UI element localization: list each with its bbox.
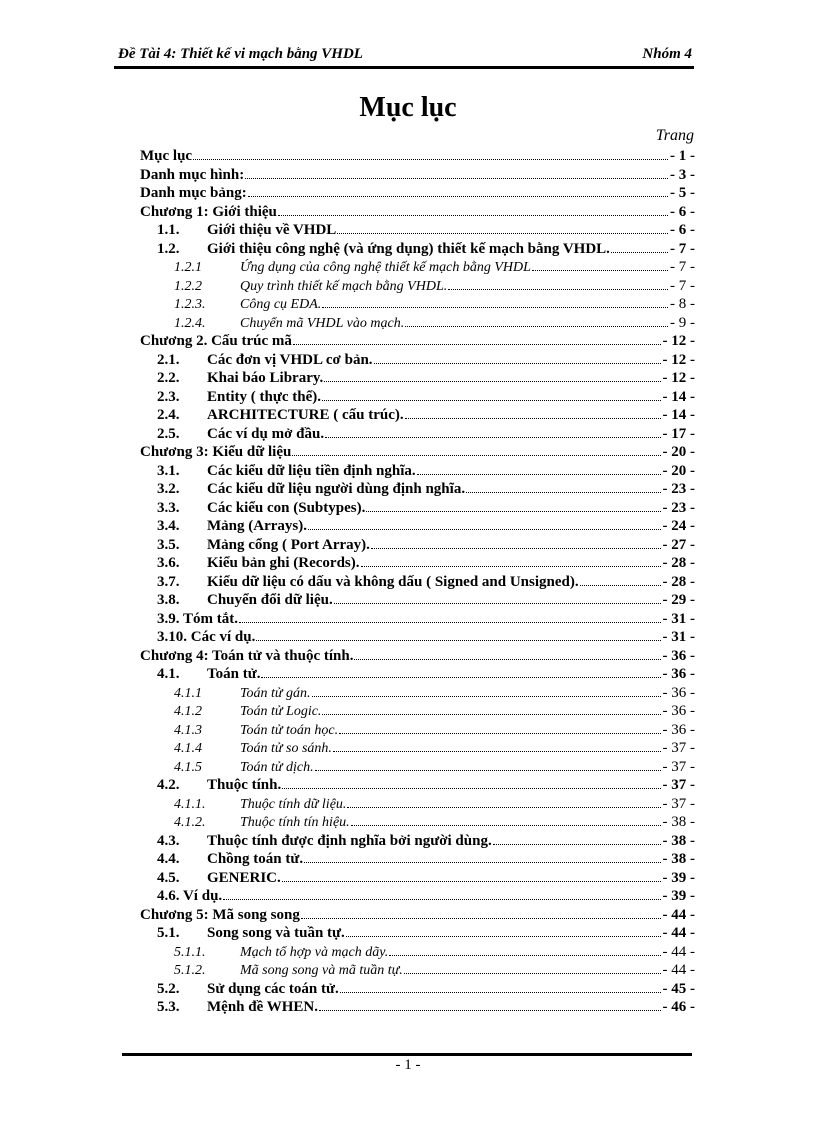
toc-entry[interactable] — [140, 554, 695, 573]
toc-entry-number: 3.7. — [157, 573, 180, 590]
toc-entry-number: 1.2.2 — [174, 278, 202, 294]
toc-entry-page: - 45 - — [662, 980, 695, 997]
toc-entry-page: - 31 - — [662, 610, 695, 627]
dot-leader — [374, 351, 661, 364]
dot-leader — [404, 961, 661, 974]
toc-entry-label: Toán tử gán. — [240, 685, 311, 701]
toc-entry-label: Thuộc tính tín hiệu. — [240, 815, 350, 830]
dot-leader — [304, 850, 660, 863]
toc-entry-page: - 5 - — [670, 185, 695, 201]
toc-entry[interactable] — [140, 758, 695, 777]
toc-entry-page: - 36 - — [662, 721, 695, 738]
toc-entry-label: Chương 4: Toán tử và thuộc tính. — [140, 647, 354, 664]
dot-leader — [371, 536, 661, 549]
toc-entry[interactable] — [140, 684, 695, 703]
toc-entry-label: Các ví dụ mở đầu. — [207, 425, 325, 442]
toc-entry-page: - 23 - — [662, 481, 695, 497]
dot-leader — [389, 943, 660, 956]
toc-entry-page: - 6 - — [670, 203, 695, 220]
toc-entry-label: Toán tử so sánh. — [240, 741, 332, 756]
toc-entry-label: Toán tử dịch. — [240, 759, 314, 775]
toc-entry-page: - 38 - — [662, 814, 695, 830]
toc-entry-page: - 37 - — [662, 795, 695, 812]
dot-leader — [315, 758, 661, 771]
toc-entry-page: - 38 - — [662, 832, 695, 849]
toc-entry-label: Mảng cổng ( Port Array). — [207, 536, 370, 553]
toc-entry-number: 3.8. — [157, 592, 180, 608]
dot-leader — [340, 980, 661, 993]
toc-entry[interactable] — [140, 369, 695, 388]
dot-leader — [346, 924, 661, 937]
toc-entry[interactable] — [140, 332, 695, 351]
toc-entry-number: 5.2. — [157, 980, 180, 997]
toc-entry[interactable] — [140, 924, 695, 943]
toc-entry-label: Kiểu bản ghi (Records). — [207, 555, 360, 571]
toc-entry-page: - 14 - — [662, 407, 695, 423]
toc-entry-label: Toán tử Logic. — [240, 704, 322, 719]
toc-entry[interactable] — [140, 203, 695, 222]
toc-entry-page: - 37 - — [662, 777, 695, 793]
toc-entry[interactable] — [140, 998, 695, 1017]
toc-entry-page: - 6 - — [670, 222, 695, 238]
dot-leader — [333, 739, 661, 752]
toc-entry-label: Danh mục hình: — [140, 166, 245, 183]
toc-entry-number: 1.2. — [157, 240, 180, 257]
toc-entry-page: - 36 - — [662, 666, 695, 682]
toc-entry-number: 4.1.3 — [174, 722, 202, 738]
toc-entry-number: 5.1. — [157, 925, 180, 941]
toc-entry-label: Chương 3: Kiểu dữ liệu — [140, 444, 292, 460]
toc-entry[interactable] — [140, 980, 695, 999]
toc-entry[interactable] — [140, 184, 695, 203]
toc-entry-number: 2.1. — [157, 351, 180, 368]
dot-leader — [278, 203, 668, 216]
toc-entry-label: Giới thiệu công nghệ (và ứng dụng) thiết kế mạch bằng VHDL. — [207, 240, 610, 257]
dot-leader — [319, 998, 661, 1011]
toc-entry-page: - 44 - — [662, 962, 695, 978]
toc-entry-number: 2.5. — [157, 425, 180, 442]
toc-entry[interactable] — [140, 517, 695, 536]
dot-leader — [322, 295, 668, 308]
toc-entry-label: Giới thiệu về VHDL — [207, 222, 337, 238]
toc-entry[interactable] — [140, 147, 695, 166]
toc-entry[interactable] — [140, 906, 695, 925]
toc-entry[interactable] — [140, 221, 695, 240]
toc-entry-page: - 20 - — [662, 444, 695, 460]
toc-entry[interactable] — [140, 943, 695, 962]
toc-entry-label: 3.10. Các ví dụ. — [157, 629, 256, 645]
toc-entry-number: 2.4. — [157, 407, 180, 423]
toc-entry[interactable] — [140, 739, 695, 758]
toc-entry-number: 2.2. — [157, 370, 180, 386]
toc-entry-page: - 46 - — [662, 999, 695, 1015]
toc-entry-page: - 36 - — [662, 684, 695, 701]
toc-entry-page: - 17 - — [662, 425, 695, 442]
dot-leader — [239, 610, 661, 623]
toc-entry-page: - 9 - — [670, 314, 695, 331]
toc-entry-number: 4.1.5 — [174, 759, 202, 775]
dot-leader — [312, 684, 661, 697]
toc-entry[interactable] — [140, 277, 695, 296]
toc-entry-label: Chương 5: Mã song song — [140, 906, 300, 923]
dot-leader — [282, 776, 660, 789]
toc-entry[interactable] — [140, 295, 695, 314]
dot-leader — [256, 628, 660, 641]
toc-entry[interactable] — [140, 591, 695, 610]
toc-entry-page: - 27 - — [662, 536, 695, 553]
toc-entry-number: 2.3. — [157, 388, 180, 405]
toc-entry-page: - 7 - — [670, 259, 695, 275]
toc-entry-number: 4.4. — [157, 851, 180, 867]
toc-entry-number: 3.1. — [157, 462, 180, 479]
dot-leader — [261, 665, 660, 678]
dot-leader — [466, 480, 660, 493]
toc-entry-page: - 29 - — [662, 592, 695, 608]
toc-entry-number: 5.1.1. — [174, 944, 206, 960]
page-title: Mục lục — [359, 92, 457, 123]
dot-leader — [245, 166, 668, 179]
toc-entry-number: 1.2.1 — [174, 260, 202, 275]
dot-leader — [337, 221, 668, 234]
dot-leader — [334, 591, 661, 604]
toc-entry[interactable] — [140, 665, 695, 684]
toc-entry-number: 4.1.2. — [174, 815, 206, 830]
header-rule — [114, 66, 694, 69]
toc-entry-page: - 36 - — [662, 703, 695, 719]
toc-entry[interactable] — [140, 850, 695, 869]
dot-leader — [293, 332, 661, 345]
dot-leader — [405, 314, 668, 327]
toc-entry-page: - 12 - — [662, 370, 695, 386]
dot-leader — [493, 832, 661, 845]
dot-leader — [322, 388, 661, 401]
toc-entry[interactable] — [140, 443, 695, 462]
toc-entry[interactable] — [140, 240, 695, 259]
toc-entry-page: - 3 - — [670, 166, 695, 183]
toc-entry-number: 3.4. — [157, 518, 180, 534]
toc-entry-page: - 14 - — [662, 388, 695, 405]
toc-entry-label: Mạch tổ hợp và mạch dãy. — [240, 944, 389, 960]
toc-entry-number: 5.3. — [157, 999, 180, 1015]
toc-entry-label: Công cụ EDA. — [240, 297, 322, 312]
toc-entry-label: Thuộc tính dữ liệu. — [240, 796, 347, 812]
dot-leader — [339, 721, 660, 734]
toc-entry-label: Chồng toán tử. — [207, 851, 304, 867]
toc-entry-label: Các đơn vị VHDL cơ bản. — [207, 351, 373, 368]
toc-entry-label: Toán tử toán học. — [240, 722, 339, 738]
toc-entry-label: Mảng (Arrays). — [207, 518, 307, 534]
toc-entry-number: 4.2. — [157, 777, 180, 793]
toc-entry[interactable] — [140, 832, 695, 851]
toc-entry-page: - 8 - — [670, 296, 695, 312]
toc-entry-page: - 28 - — [662, 555, 695, 571]
toc-entry-label: GENERIC. — [207, 869, 281, 886]
toc-entry-page: - 44 - — [662, 906, 695, 923]
dot-leader — [361, 554, 661, 567]
toc-entry-page: - 12 - — [662, 333, 695, 349]
toc-entry[interactable] — [140, 628, 695, 647]
page-column-label: Trang — [655, 127, 694, 144]
toc-entry[interactable] — [140, 536, 695, 555]
dot-leader — [417, 462, 661, 475]
toc-entry[interactable] — [140, 258, 695, 277]
toc-entry[interactable] — [140, 795, 695, 814]
dot-leader — [405, 406, 661, 419]
toc-entry-number: 4.1. — [157, 666, 180, 682]
toc-entry-page: - 12 - — [662, 351, 695, 368]
toc-entry-label: 3.9. Tóm tắt. — [157, 610, 238, 627]
toc-entry-label: Sử dụng các toán tử. — [207, 980, 339, 997]
dot-leader — [324, 369, 660, 382]
toc-entry-label: Thuộc tính được định nghĩa bởi người dùng. — [207, 832, 492, 849]
toc-entry[interactable] — [140, 499, 695, 518]
toc-entry-label: Mệnh đề WHEN. — [207, 999, 318, 1015]
toc-entry-label: Thuộc tính. — [207, 777, 282, 793]
toc-entry-number: 1.1. — [157, 222, 180, 238]
dot-leader — [322, 702, 660, 715]
toc-entry[interactable] — [140, 647, 695, 666]
toc-entry-page: - 38 - — [662, 851, 695, 867]
toc-entry-label: Quy trình thiết kế mạch bằng VHDL. — [240, 278, 448, 294]
toc-entry-label: Chuyển đổi dữ liệu. — [207, 592, 333, 608]
toc-entry-number: 3.3. — [157, 499, 180, 516]
toc-entry[interactable] — [140, 462, 695, 481]
dot-leader — [611, 240, 668, 253]
toc-entry-number: 4.5. — [157, 869, 180, 886]
toc-entry[interactable] — [140, 961, 695, 980]
toc-entry[interactable] — [140, 480, 695, 499]
dot-leader — [282, 869, 661, 882]
dot-leader — [354, 647, 660, 660]
toc-entry[interactable] — [140, 721, 695, 740]
toc-entry-number: 4.3. — [157, 832, 180, 849]
page-header — [114, 44, 694, 66]
dot-leader — [448, 277, 668, 290]
toc-entry-label: Chương 2. Cấu trúc mã — [140, 333, 292, 349]
toc-entry-label: Toán tử. — [207, 666, 261, 682]
dot-leader — [351, 813, 661, 826]
dot-leader — [248, 184, 668, 197]
toc-entry[interactable] — [140, 314, 695, 333]
dot-leader — [366, 499, 660, 512]
dot-leader — [580, 573, 661, 586]
page-number: - 1 - — [395, 1057, 421, 1073]
toc-entry[interactable] — [140, 351, 695, 370]
toc-entry-page: - 23 - — [662, 499, 695, 516]
toc-entry-label: Các kiểu con (Subtypes). — [207, 499, 366, 516]
toc-entry[interactable] — [140, 702, 695, 721]
toc-entry-label: Chuyển mã VHDL vào mạch. — [240, 315, 405, 331]
toc-entry[interactable] — [140, 573, 695, 592]
toc-entry-page: - 31 - — [662, 629, 695, 645]
toc-entry-number: 1.2.3. — [174, 297, 206, 312]
toc-entry[interactable] — [140, 813, 695, 832]
toc-entry-label: Song song và tuần tự. — [207, 925, 345, 941]
table-of-contents — [140, 147, 695, 1017]
toc-entry-number: 4.1.4 — [174, 741, 202, 756]
header-group-name: Nhóm 4 — [642, 46, 692, 62]
toc-entry-page: - 39 - — [662, 869, 695, 886]
toc-entry-label: 4.6. Ví dụ. — [157, 888, 223, 904]
dot-leader — [308, 517, 661, 530]
toc-entry-page: - 37 - — [662, 758, 695, 775]
toc-entry-page: - 20 - — [662, 462, 695, 479]
toc-entry[interactable] — [140, 388, 695, 407]
toc-entry-page: - 7 - — [670, 240, 695, 257]
toc-entry[interactable] — [140, 776, 695, 795]
dot-leader — [223, 887, 660, 900]
toc-entry-number: 4.1.1 — [174, 685, 202, 701]
toc-entry-number: 4.1.1. — [174, 796, 206, 812]
dot-leader — [193, 147, 668, 160]
toc-entry-number: 5.1.2. — [174, 963, 206, 978]
toc-entry-number: 3.6. — [157, 555, 180, 571]
toc-entry-label: Entity ( thực thể). — [207, 388, 321, 405]
toc-entry[interactable] — [140, 869, 695, 888]
toc-entry-number: 3.2. — [157, 481, 180, 497]
header-document-title: Đề Tài 4: Thiết kế vi mạch bằng VHDL — [118, 46, 363, 62]
toc-entry-number: 3.5. — [157, 536, 180, 553]
toc-entry-label: Các kiểu dữ liệu tiền định nghĩa. — [207, 462, 416, 479]
toc-entry[interactable] — [140, 406, 695, 425]
footer-rule — [122, 1053, 692, 1056]
toc-entry-label: Mã song song và mã tuần tự. — [240, 963, 403, 978]
toc-entry-number: 4.1.2 — [174, 704, 202, 719]
toc-entry[interactable] — [140, 425, 695, 444]
toc-entry-label: ARCHITECTURE ( cấu trúc). — [207, 407, 404, 423]
toc-entry[interactable] — [140, 610, 695, 629]
toc-entry-page: - 44 - — [662, 943, 695, 960]
toc-entry-page: - 39 - — [662, 888, 695, 904]
dot-leader — [347, 795, 660, 808]
toc-entry-label: Ứng dụng của công nghệ thiết kế mạch bằng VHDL — [240, 260, 531, 275]
toc-entry-page: - 36 - — [662, 647, 695, 664]
toc-entry-label: Kiểu dữ liệu có dấu và không dấu ( Signed and Unsigned). — [207, 573, 579, 590]
toc-entry-page: - 44 - — [662, 925, 695, 941]
dot-leader — [292, 443, 660, 456]
toc-entry-label: Các kiểu dữ liệu người dùng định nghĩa. — [207, 481, 466, 497]
toc-entry-page: - 24 - — [662, 518, 695, 534]
toc-entry-number: 1.2.4. — [174, 315, 206, 331]
toc-entry-label: Chương 1: Giới thiệu — [140, 203, 277, 220]
toc-entry-label: Khai báo Library. — [207, 370, 324, 386]
dot-leader — [532, 258, 668, 271]
toc-entry-label: Mục lục — [140, 148, 193, 164]
dot-leader — [301, 906, 661, 919]
toc-entry-page: - 37 - — [662, 740, 695, 756]
toc-entry-page: - 1 - — [670, 148, 695, 164]
dot-leader — [325, 425, 660, 438]
toc-entry-page: - 28 - — [662, 573, 695, 590]
toc-entry[interactable] — [140, 166, 695, 185]
toc-entry-page: - 7 - — [670, 277, 695, 294]
toc-entry-label: Danh mục bảng: — [140, 185, 247, 201]
toc-entry[interactable] — [140, 887, 695, 906]
